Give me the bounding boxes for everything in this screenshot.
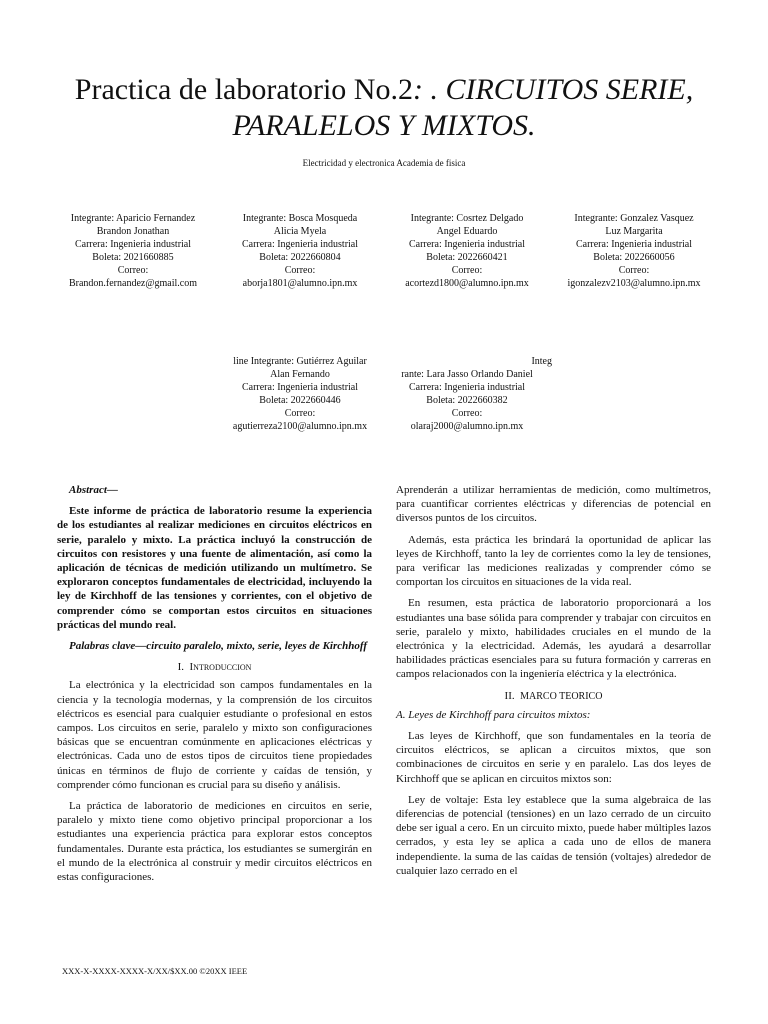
author-line: Integrante: Gonzalez Vasquez — [574, 213, 694, 224]
right-paragraph-5: Ley de voltaje: Esta ley establece que la suma algebraica de las diferencias de potencial (tensiones) en un lazo cerrado de un circuito debe ser igual a cero. En un circuito mixto, puede haber múltiples lazos cerrados, y esta ley se aplica a cada uno de ellos de manera independiente. la suma de las caídas de tensión (voltajes) alrededor de cualquier lazo cerrado en el — [396, 793, 711, 877]
author-line: Boleta: 2022660421 — [426, 252, 508, 263]
abstract-label: Abstract— — [69, 484, 118, 496]
affiliation: Electricidad y electronica Academia de fisica — [302, 158, 466, 168]
author-email: aborja1801@alumno.ipn.mx — [242, 278, 358, 289]
abstract-label-para — [57, 483, 372, 497]
author-line: Correo: — [284, 265, 316, 276]
section-title: Introduccion — [189, 661, 252, 674]
author-line: Carrera: Ingenieria industrial — [74, 239, 192, 250]
author-block — [48, 212, 218, 290]
author-email: agutierreza2100@alumno.ipn.mx — [232, 421, 368, 432]
author-line: Angel Eduardo — [436, 226, 498, 237]
author-line: Alan Fernando — [270, 369, 330, 380]
author-line: Correo: — [451, 265, 483, 276]
author-line: Correo: — [284, 408, 316, 419]
author-line: Carrera: Ingenieria industrial — [575, 239, 693, 250]
author-line: Boleta: 2021660885 — [92, 252, 174, 263]
author-line: Carrera: Ingenieria industrial — [241, 382, 359, 393]
title-italic-line2: PARALELOS Y MIXTOS. — [232, 109, 536, 142]
author-line: Boleta: 2022660446 — [259, 395, 341, 406]
section-number: I. — [177, 661, 185, 674]
section-heading-marco — [396, 689, 711, 704]
section-title: MARCO TEORICO — [520, 690, 603, 702]
author-line: Integ — [531, 356, 552, 367]
author-line: Carrera: Ingenieria industrial — [408, 239, 526, 250]
author-email: acortezd1800@alumno.ipn.mx — [405, 278, 529, 289]
author-email: Brandon.fernandez@gmail.com — [68, 278, 198, 289]
author-line: Luz Margarita — [605, 226, 663, 237]
author-line: rante: Lara Jasso Orlando Daniel — [401, 369, 533, 380]
author-email: igonzalezv2103@alumno.ipn.mx — [567, 278, 701, 289]
author-email: olaraj2000@alumno.ipn.mx — [410, 421, 524, 432]
right-column — [396, 483, 711, 885]
author-block — [382, 212, 552, 290]
intro-paragraph-2: La práctica de laboratorio de mediciones en circuitos en serie, paralelo y mixto tiene como objetivo principal proporcionar a los estudiantes una experiencia práctica para explorar estos conceptos fundamentales. Durante esta práctica, los estudiantes se sumergirán en el mundo de la electrónica al construir y medir circuitos eléctricos en estas configuraciones. — [57, 800, 372, 884]
intro-paragraph-1: La electrónica y la electricidad son campos fundamentales en la ciencia y la tecnología modernas, y la comprensión de los circuitos eléctricos es esencial para cualquier estudiante o profesional en estos campos. Los circuitos en serie, paralelo y mixto son configuraciones básicas que se encuentran comúnmente en aplicaciones eléctricas y electrónicas. Cada uno de estos tipos de circuitos tiene propiedades únicas en términos de flujo de corriente y caídas de tensión, y comprender cómo funcionan es crucial para su diseño y análisis. — [57, 679, 372, 791]
title-italic-line1: CIRCUITOS SERIE, — [445, 73, 694, 106]
author-line: Correo: — [618, 265, 650, 276]
title-main: Practica de laboratorio No.2 — [74, 73, 413, 106]
author-line: line Integrante: Gutiérrez Aguilar — [233, 356, 367, 367]
author-line: Carrera: Ingenieria industrial — [241, 239, 359, 250]
section-heading-intro — [57, 660, 372, 674]
author-block — [549, 212, 719, 290]
copyright-footer: XXX-X-XXXX-XXXX-X/XX/$XX.00 ©20XX IEEE — [62, 966, 248, 976]
author-line: Carrera: Ingenieria industrial — [408, 382, 526, 393]
right-paragraph-1: Aprenderán a utilizar herramientas de medición, como multímetros, para cuantificar corrientes eléctricas y diferencias de potencial en diversos puntos de los circuitos. — [396, 484, 711, 525]
keywords: Palabras clave—circuito paralelo, mixto, serie, leyes de Kirchhoff — [69, 640, 367, 653]
right-paragraph-4: Las leyes de Kirchhoff, que son fundamentales en la teoría de circuitos eléctricos, se aplican a circuitos mixtos, que son combinaciones de circuitos en serie y en paralelo. Las dos leyes de Kirchhoff que se aplican en circuitos mixtos son: — [396, 730, 711, 785]
author-block — [215, 355, 385, 433]
author-block — [382, 355, 552, 433]
paper-title — [40, 72, 728, 144]
right-paragraph-2: Además, esta práctica les brindará la oportunidad de aplicar las leyes de Kirchhoff, tanto la ley de corrientes como la ley de tensiones, para verificar las mediciones realizadas y comprender cómo se comportan los circuitos en situaciones de la vida real. — [396, 533, 711, 589]
author-line: Integrante: Bosca Mosqueda — [242, 213, 358, 224]
author-line: Integrante: Aparicio Fernandez — [70, 213, 196, 224]
left-column — [57, 483, 372, 891]
author-block — [215, 212, 385, 290]
subsection-heading: A. Leyes de Kirchhoff para circuitos mixtos: — [396, 708, 591, 721]
abstract-body: Este informe de práctica de laboratorio resume la experiencia de los estudiantes al realizar mediciones en circuitos eléctricos en serie, paralelo y mixto. La práctica incluyó la construcción de circuitos con resistores y una fuente de alimentación, así como la aplicación de técnicas de medición utilizando un multímetro. Se exploraron conceptos fundamentales de electricidad, incluyendo la ley de Kirchhoff de las tensiones y corrientes, con el objetivo de comprender cómo se comportan estos circuitos en situaciones prácticas del mundo real. — [57, 505, 372, 631]
title-separator: : . — [412, 73, 446, 106]
section-number: II. — [504, 689, 515, 702]
author-line: Correo: — [117, 265, 149, 276]
author-line: Alicia Myela — [273, 226, 327, 237]
author-line: Boleta: 2022660804 — [259, 252, 341, 263]
author-line: Integrante: Cosrtez Delgado — [410, 213, 524, 224]
author-line: Boleta: 2022660056 — [593, 252, 675, 263]
author-line: Brandon Jonathan — [96, 226, 170, 237]
author-line: Boleta: 2022660382 — [426, 395, 508, 406]
right-paragraph-3: En resumen, esta práctica de laboratorio proporcionará a los estudiantes una base sólida para comprender y trabajar con circuitos en serie, paralelo y mixto, habilidades cruciales en el mundo de la electrónica y la electricidad. Además, les ayudará a desarrollar habilidades prácticas esenciales para su futura formación y carreras en campos relacionados con la ingeniería eléctrica y la electrónica. — [396, 597, 711, 681]
author-line: Correo: — [451, 408, 483, 419]
